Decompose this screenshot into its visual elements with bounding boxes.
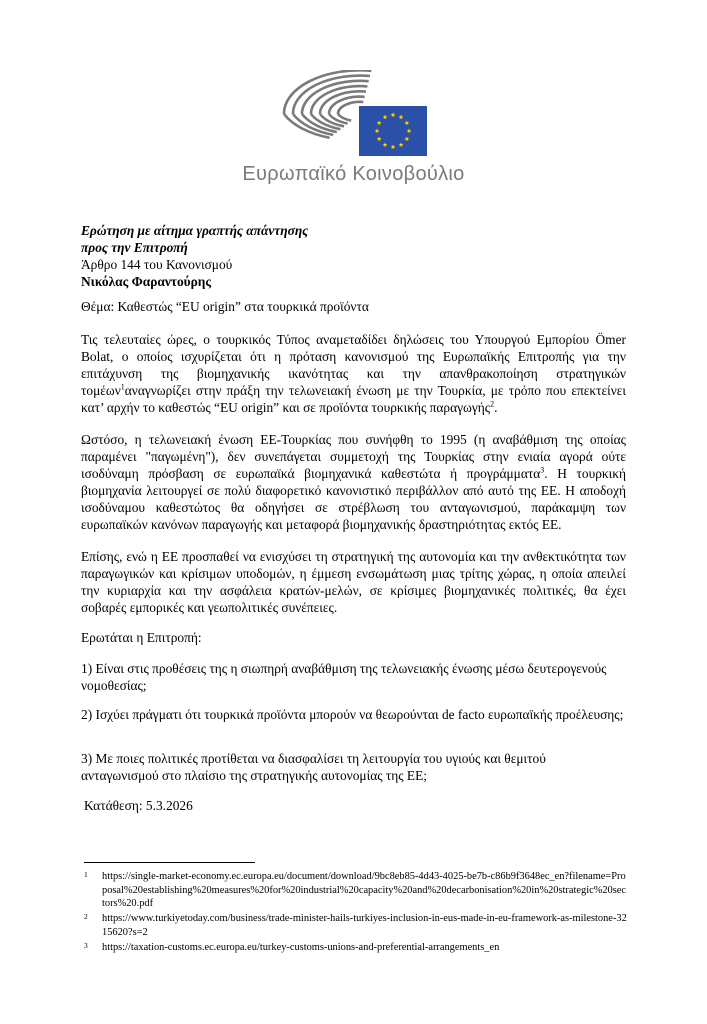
parliament-hemicycle-logo-icon — [274, 70, 434, 160]
footnote-ref-2: 2 — [490, 399, 495, 409]
rule-reference: Άρθρο 144 του Κανονισμού — [81, 257, 233, 272]
footnote-ref-1: 1 — [120, 382, 125, 392]
question-intro: Ερωτάται η Επιτροπή: — [81, 630, 202, 645]
question-header — [81, 222, 626, 290]
question-1: 1) Είναι στις προθέσεις της η σιωπηρή αναβάθμιση της τελωνειακής ένωσης μέσω δευτερογενούς νομοθεσίας; — [81, 661, 607, 693]
footnote-link[interactable]: https://taxation-customs.ec.europa.eu/turkey-customs-unions-and-preferential-arrangements_en — [102, 942, 500, 953]
question-2: 2) Ισχύει πράγματι ότι τουρκικά προϊόντα μπορούν να θεωρούνται de facto ευρωπαϊκής προέλευσης; — [81, 707, 624, 722]
paragraph-3: Επίσης, ενώ η ΕΕ προσπαθεί να ενισχύσει τη στρατηγική της αυτονομία και την ανθεκτικότητα των παραγωγικών και κρίσιμων υποδομών, η έμμεση ενσωμάτωση μιας τρίτης χώρας, η οποία απειλεί την κυριαρχία και την ασφάλεια κρατών-μελών, σε κρίσιμες βιομηχανικές πολιτικές, θα έχει σοβαρές εμπορικές και γεωπολιτικές συνέπειες. — [81, 549, 626, 615]
subject-line: Θέμα: Καθεστώς “EU origin” στα τουρκικά προϊόντα — [81, 299, 369, 314]
footnote-number: 1 — [84, 870, 88, 879]
institution-name: Ευρωπαϊκό Κοινοβούλιο — [242, 163, 465, 185]
footnote-link[interactable]: https://single-market-economy.ec.europa.eu/document/download/9bc8eb85-4d43-4025-be7b-c86b9f3648ec_en?filename=Proposal%20establishing%20measures%20for%20industrial%20capacity%20and%20decarbonisation%20in%20strategic%20sectors%20.pdf — [102, 871, 627, 909]
footnote-number: 2 — [84, 912, 88, 921]
paragraph-1: Τις τελευταίες ώρες, ο τουρκικός Τύπος αναμεταδίδει δηλώσεις του Υπουργού Εμπορίου Ömer Bolat, ο οποίος ισχυρίζεται ότι η πρόταση κανονισμού της Ευρωπαϊκής Επιτροπής για την επιτάχυνση της βιομηχανικής ικανότητας και την απανθρακοποίηση στρατηγικών τομέων$^1$αναγνωρίζει στην πράξη την τελωνειακή ένωση με την Τουρκία, με τρόπο που επεκτείνει κατ’ αρχήν το καθεστώς “EU origin” και σε προϊόντα τουρκικής παραγωγής$^2$. — [81, 332, 626, 415]
footnote-ref-3: 3 — [540, 465, 545, 475]
hemicycle-arc — [311, 114, 340, 129]
question-3: 3) Με ποιες πολιτικές προτίθεται να διασφαλίσει τη λειτουργία του υγιούς και θεμιτού ανταγωνισμού στο πλαίσιο της στρατηγικής αυτονομίας της ΕΕ; — [81, 751, 546, 783]
question-recipient: προς την Επιτροπή — [81, 240, 188, 255]
author-name: Νικόλας Φαραντούρης — [81, 274, 212, 289]
paragraph-2: Ωστόσο, η τελωνειακή ένωση ΕΕ-Τουρκίας που συνήφθη το 1995 (η αναβάθμιση της οποίας παραμένει "παγωμένη"), δεν συνεπάγεται συμμετοχή της Τουρκίας στην ενιαία αγορά ούτε ισοδύναμη πρόσβαση σε ευρωπαϊκά βιομηχανικά καθεστώτα ή προγράμματα$^3$. Η τουρκική βιομηχανία λειτουργεί σε πολύ διαφορετικό κανονιστικό περιβάλλον από αυτό της ΕΕ. Η αποδοχή ισοδύναμου καθεστώτος θα οδηγήσει σε στρέβλωση του ανταγωνισμού, παράκαμψη των ευρωπαϊκών κανόνων παραγωγής και μεταφορά βιομηχανικής δραστηριότητας εκτός ΕΕ. — [81, 432, 626, 532]
hemicycle-arc — [338, 114, 351, 121]
submission-date: Κατάθεση: 5.3.2026 — [84, 798, 193, 813]
footnote-link[interactable]: https://www.turkiyetoday.com/business/trade-minister-hails-turkiyes-inclusion-in-eus-made-in-eu-framework-as-milestone-3215620?s=2 — [102, 913, 627, 938]
footnote-number: 3 — [84, 941, 88, 950]
question-type: Ερώτηση με αίτημα γραπτής απάντησης — [81, 223, 309, 238]
footnote-separator — [84, 862, 255, 863]
